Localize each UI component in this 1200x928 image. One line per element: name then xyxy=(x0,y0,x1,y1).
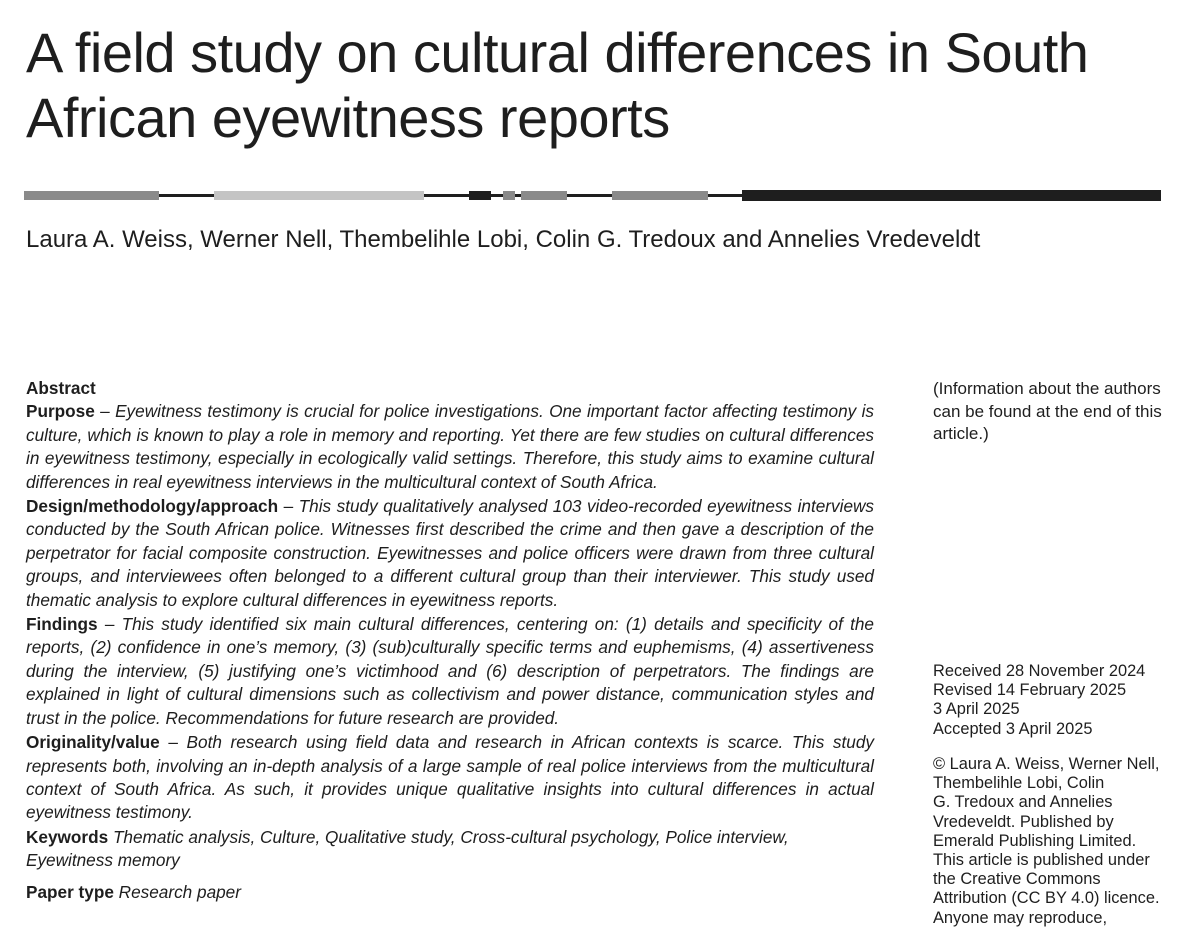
decorative-title-rule xyxy=(24,190,1161,201)
purpose-text: Eyewitness testimony is crucial for police investigations. One important factor affecting testimony is culture, which is known to play a role in memory and reporting. Yet there are few studies on cultural differences in eyewitness testimony, especially in ecologically valid settings. Therefore, this study aims to examine cultural differences in real eyewitness interviews in the multicultural context of South Africa. xyxy=(26,401,874,492)
rule-segment xyxy=(708,194,742,197)
copyright-line: the Creative Commons xyxy=(933,870,1101,889)
copyright-notice xyxy=(933,755,1173,928)
findings-text: This study identified six main cultural differences, centering on: (1) details and specificity of the reports, (2) confidence in one’s memory, (3) (sub)culturally specific terms and euphemisms, (4) assertiveness during the interview, (5) justifying one’s victimhood and (6) description of perpetrators. The findings are explained in light of cultural dimensions such as collectivism and power distance, communication styles and trust in the police. Recommendations for future research are provided. xyxy=(26,614,874,728)
keywords-text: Thematic analysis, Culture, Qualitative study, Cross-cultural psychology, Police interview, Eyewitness memory xyxy=(26,826,789,871)
rule-segment xyxy=(469,191,491,200)
abstract-heading: Abstract xyxy=(26,378,96,398)
rule-segment xyxy=(521,191,567,200)
rule-segment xyxy=(567,194,612,197)
dash: – xyxy=(283,496,294,517)
author-list: Laura A. Weiss, Werner Nell, Thembelihle Lobi, Colin G. Tredoux and Annelies Vredeveldt xyxy=(26,226,981,253)
design-text: This study qualitatively analysed 103 video-recorded eyewitness interviews conducted by the South African police. Witnesses first described the crime and then gave a description of the perpetrator for facial composite construction. Eyewitnesses and police officers were drawn from three cultural groups, and interviewees often belonged to a different cultural group than their interviewer. This study used thematic analysis to explore cultural differences in eyewitness reports. xyxy=(26,496,875,610)
copyright-line: Attribution (CC BY 4.0) licence. xyxy=(933,889,1160,908)
abstract-originality xyxy=(26,731,874,825)
abstract-findings xyxy=(26,613,874,730)
dash: – xyxy=(100,401,110,422)
date-received: Received 28 November 2024 xyxy=(933,662,1146,680)
rule-segment xyxy=(214,191,424,200)
copyright-line: Vredeveldt. Published by xyxy=(933,812,1114,831)
rule-segment xyxy=(159,194,214,197)
purpose-label: Purpose xyxy=(26,401,95,422)
copyright-line: This article is published under xyxy=(933,851,1150,870)
rule-segment xyxy=(742,190,1161,201)
dash: – xyxy=(168,732,178,753)
article-title: A field study on cultural differences in South African eyewitness reports xyxy=(26,21,1089,149)
paper-type-label: Paper type xyxy=(26,881,114,902)
dash: – xyxy=(104,614,115,635)
date-accepted: Accepted 3 April 2025 xyxy=(933,719,1093,738)
copyright-line: Thembelihle Lobi, Colin xyxy=(933,774,1105,793)
rule-segment xyxy=(491,194,503,197)
originality-label: Originality/value xyxy=(26,732,160,753)
originality-text: Both research using field data and research in African contexts is scarce. This study represents both, involving an in-depth analysis of a large sample of real police interviews from the multicultural context of South Africa. As such, it provides unique qualitative insights into cultural differences in actual eyewitness testimony. xyxy=(26,732,874,823)
copyright-line: Emerald Publishing Limited. xyxy=(933,831,1137,850)
design-label: Design/methodology/approach xyxy=(26,496,279,517)
abstract-design xyxy=(26,495,874,612)
author-info-note: (Information about the authors can be found at the end of this article.) xyxy=(933,379,1162,443)
publication-dates xyxy=(933,662,1173,739)
keywords-label: Keywords xyxy=(26,826,109,847)
date-revised: Revised 14 February 2025 xyxy=(933,681,1127,700)
rule-segment xyxy=(612,191,708,200)
paper-type xyxy=(26,881,874,904)
rule-segment xyxy=(424,194,469,197)
paper-type-text: Research paper xyxy=(118,881,241,902)
copyright-line: © Laura A. Weiss, Werner Nell, xyxy=(933,755,1160,773)
copyright-line: Anyone may reproduce, xyxy=(933,908,1108,927)
abstract-section xyxy=(26,377,874,904)
rule-segment xyxy=(24,191,159,200)
date-revised-2: 3 April 2025 xyxy=(933,700,1020,719)
findings-label: Findings xyxy=(26,614,98,635)
keywords xyxy=(26,826,874,873)
copyright-line: G. Tredoux and Annelies xyxy=(933,793,1113,812)
abstract-purpose xyxy=(26,400,874,494)
rule-segment xyxy=(503,191,515,200)
